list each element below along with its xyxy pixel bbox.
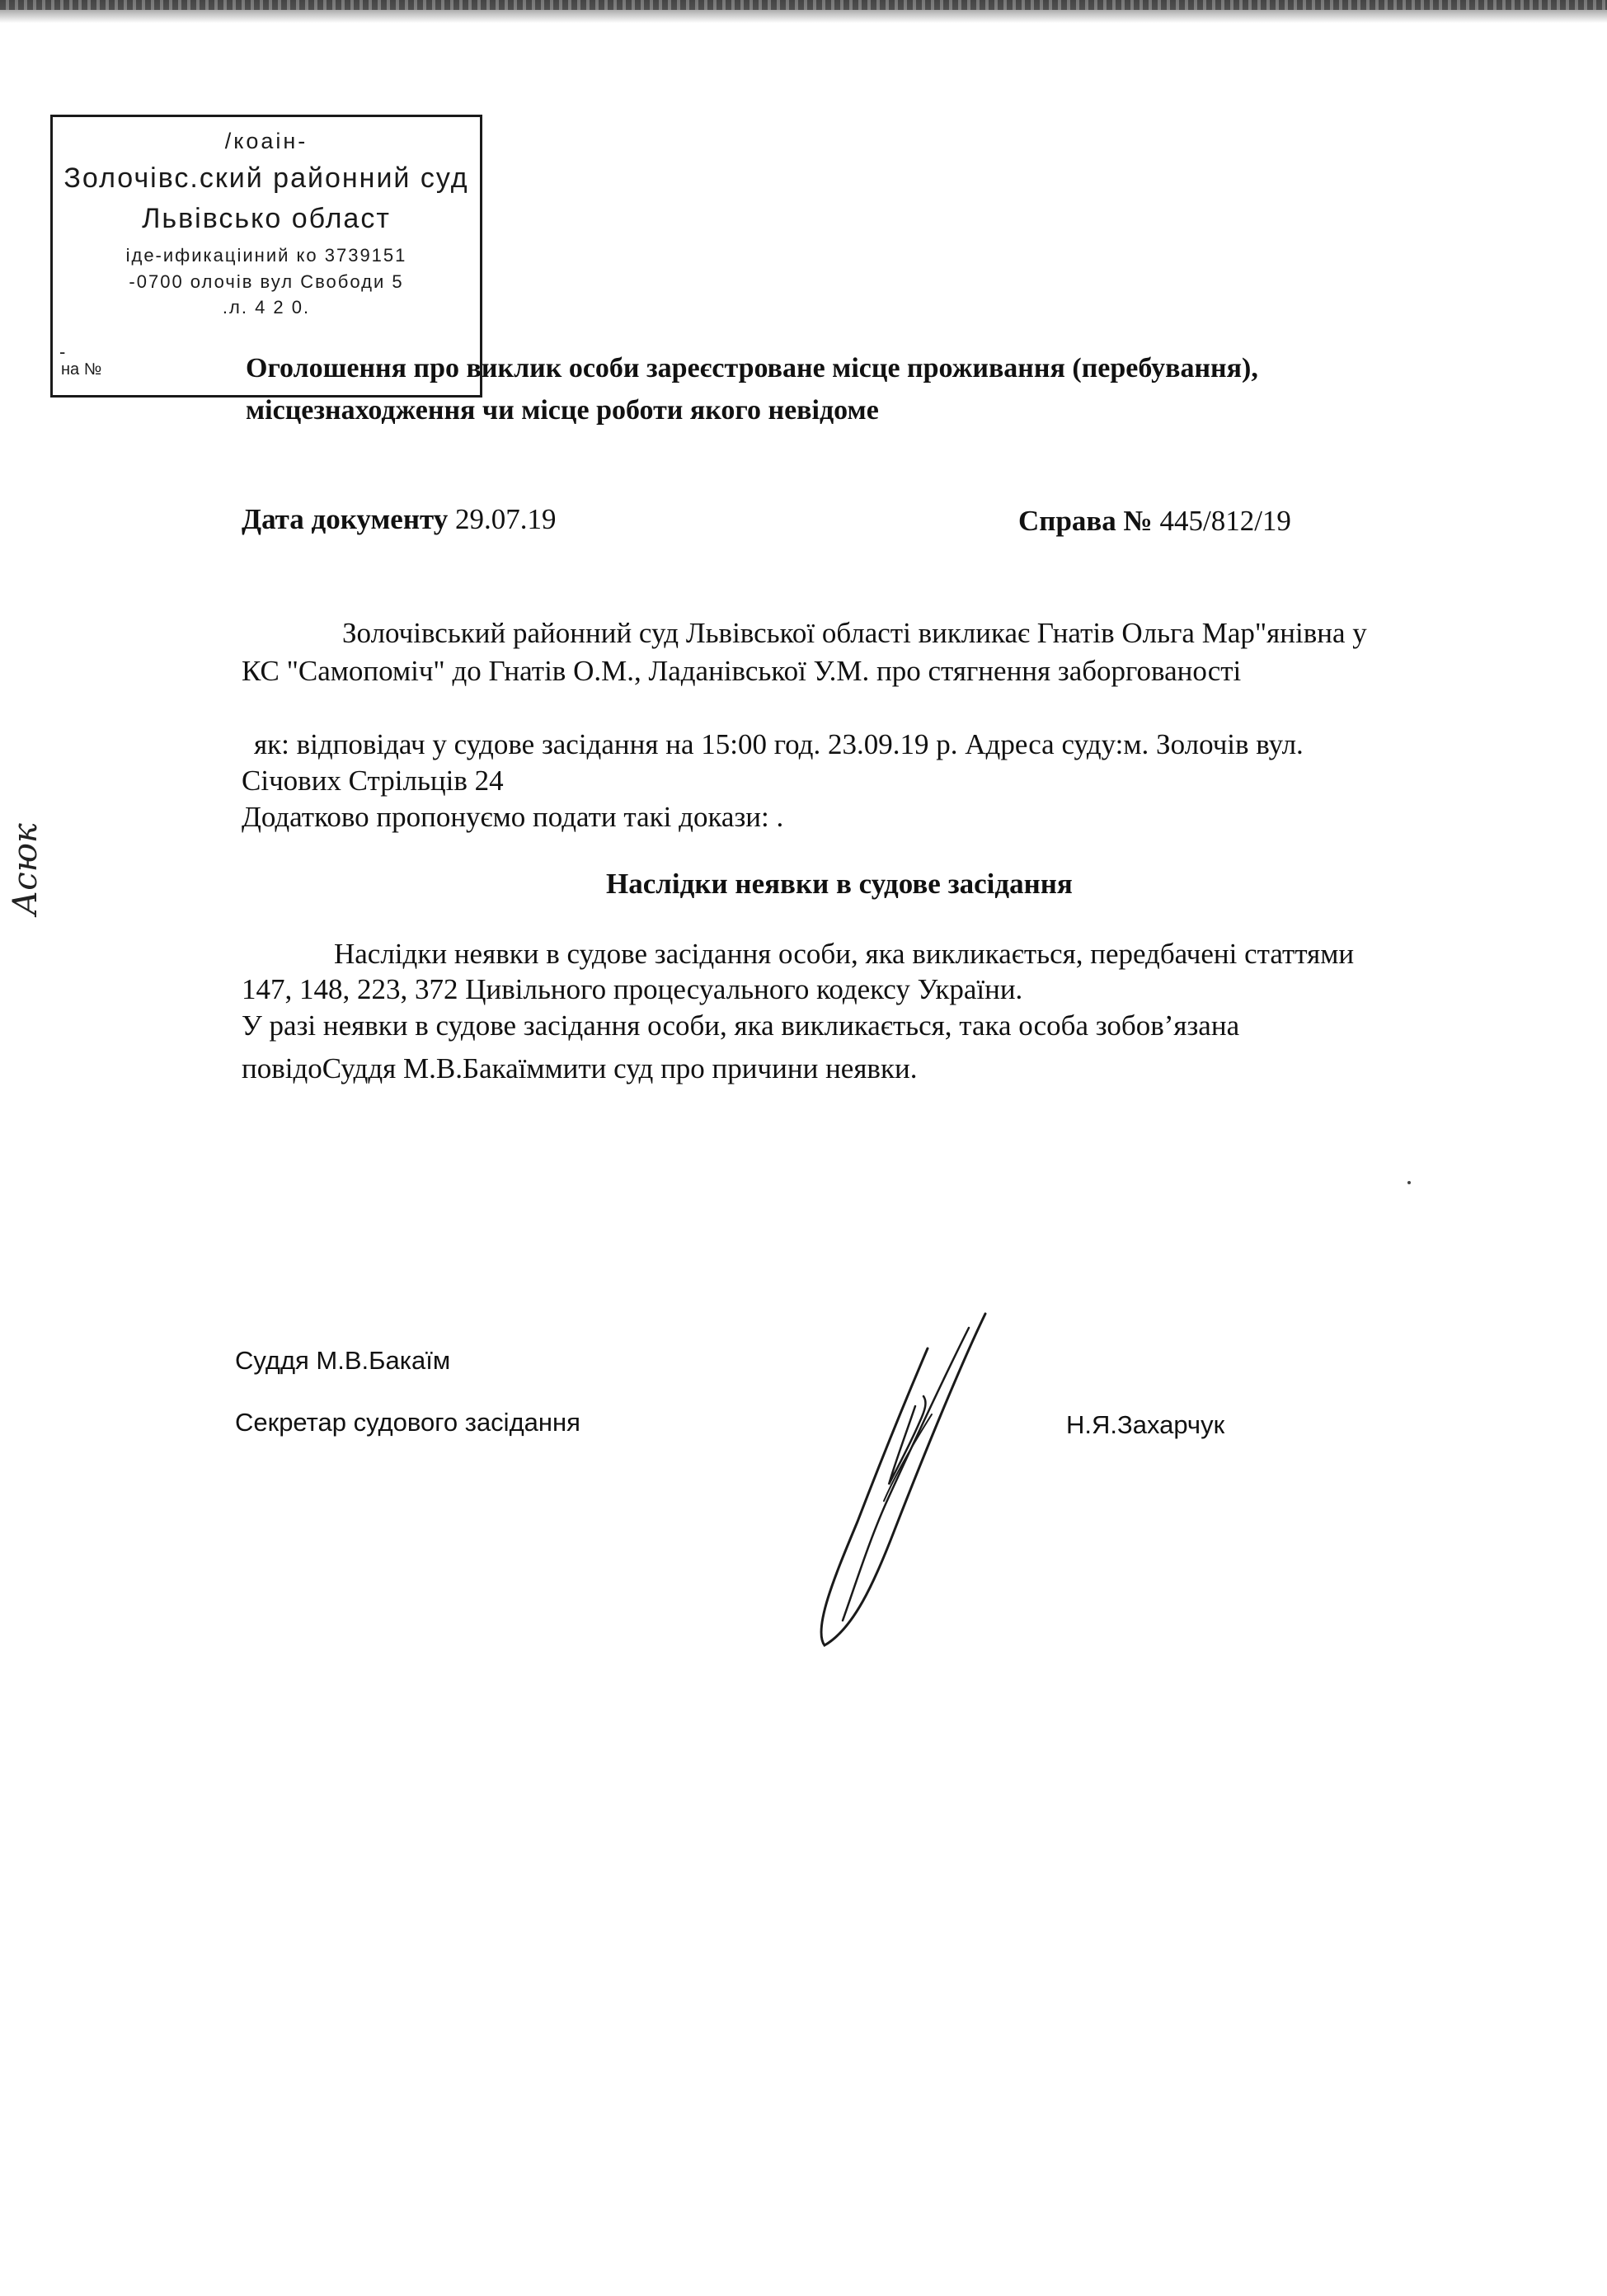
consequences-heading: Наслідки неявки в судове засідання xyxy=(606,868,1073,900)
body-p1-line-1: Золочівський районний суд Львівської області викликає Гнатів Ольга Мар"янівна у xyxy=(342,617,1367,649)
margin-handwritten-note: Асюк xyxy=(7,823,45,915)
body-p3: Додатково пропонуємо подати такі докази: . xyxy=(242,801,784,833)
doc-date-value: 29.07.19 xyxy=(454,503,557,535)
stamp-line-5: -0700 олочів вул Свободи 5 xyxy=(129,271,404,292)
stamp-line-4: іде-ификаціиний ко 3739151 xyxy=(125,245,407,266)
consequences-line-3: У разі неявки в судове засідання особи, яка викликається, така особа зобов’язана xyxy=(242,1009,1240,1042)
stamp-line-7: на № xyxy=(61,360,102,379)
stamp-line-2: Золочівс.ский районний суд xyxy=(63,162,469,194)
body-p1-line-2: КС "Самопоміч" до Гнатів О.М., Ладанівської У.М. про стягнення заборгованості xyxy=(242,655,1242,687)
consequences-line-4: повідоСуддя М.В.Бакаїммити суд про причини неявки. xyxy=(242,1052,918,1084)
case-number xyxy=(1018,506,1291,535)
stamp-line-3: Львівсько област xyxy=(142,203,391,234)
document-title-line-2: місцезнаходження чи місце роботи якого невідоме xyxy=(246,395,879,426)
judge-signature-label: Суддя М.В.Бакаїм xyxy=(235,1346,451,1375)
body-p2-line-1: як: відповідач у судове засідання на 15:00 год. 23.09.19 р. Адреса суду:м. Золочів вул. xyxy=(254,728,1304,760)
scan-speck xyxy=(1407,1181,1411,1184)
secretary-name: Н.Я.Захарчук xyxy=(1066,1410,1225,1439)
stamp-dash: - xyxy=(59,341,66,362)
stamp-line-6: .л. 4 2 0. xyxy=(222,297,311,318)
doc-date-label: Дата документу xyxy=(242,503,449,535)
consequences-line-2: 147, 148, 223, 372 Цивільного процесуального кодексу України. xyxy=(242,973,1023,1005)
stamp-line-1: /коаін- xyxy=(224,129,308,153)
scan-top-edge-strip xyxy=(0,0,1607,10)
handwritten-signature xyxy=(792,1299,1006,1662)
case-number-label: Справа № xyxy=(1018,505,1153,537)
consequences-line-1: Наслідки неявки в судове засідання особи, яка викликається, передбачені статтями xyxy=(334,938,1355,970)
document-title-line-1: Оголошення про виклик особи зареєстроване місце проживання (перебування), xyxy=(246,353,1258,383)
body-p2-line-2: Січових Стрільців 24 xyxy=(242,765,504,797)
case-number-value: 445/812/19 xyxy=(1159,505,1291,537)
secretary-label: Секретар судового засідання xyxy=(235,1408,580,1437)
doc-date xyxy=(242,505,556,534)
